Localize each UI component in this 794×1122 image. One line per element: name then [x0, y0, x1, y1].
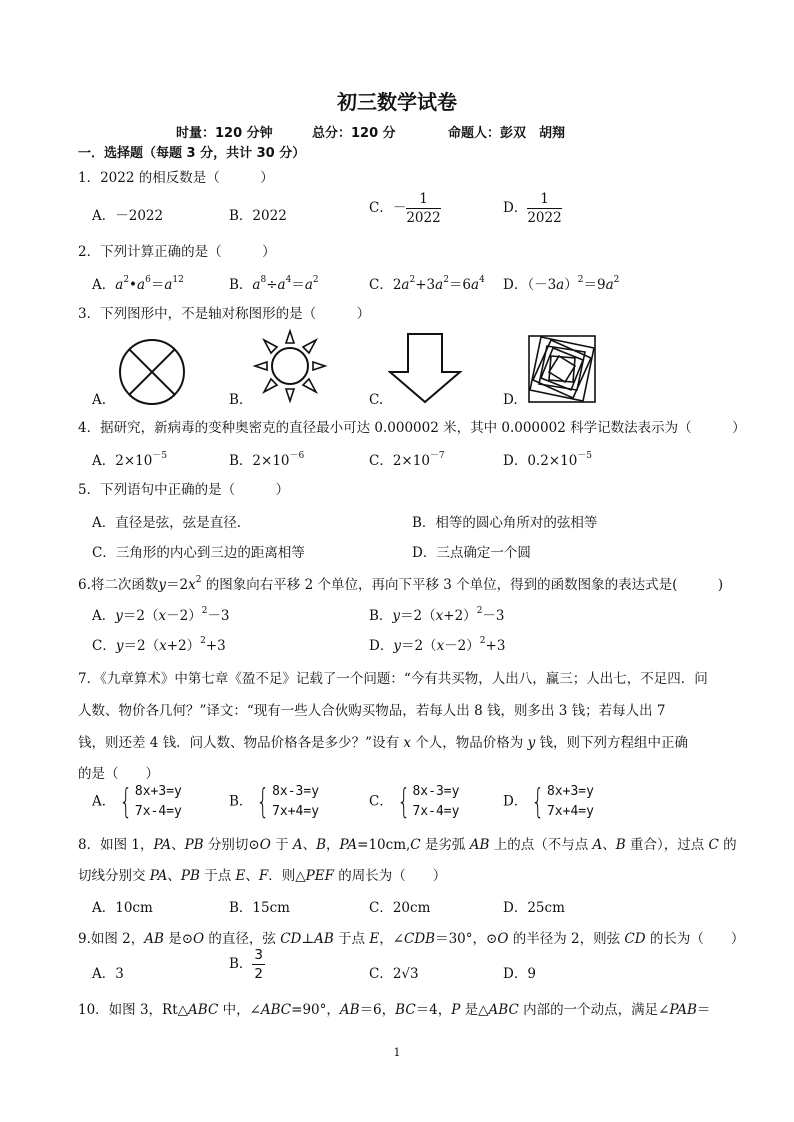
question-2-stem: 2．下列计算正确的是（ ）: [78, 244, 276, 260]
q3-option-a-label: A.: [92, 392, 107, 408]
nested-squares-figure: [527, 334, 597, 404]
exam-author: 命题人：彭双 胡翔: [448, 126, 566, 141]
q2-option-c: C．$2a^2+3a^2=6a^4$: [369, 275, 485, 293]
question-7-line-2: 人数、物价各几何？”译文：“现有一些人合伙购买物品，若每人出 8 钱，则多出 3 钱；若每人出 7: [78, 703, 666, 719]
brace-icon: {: [119, 782, 133, 822]
question-1-stem: 1．2022 的相反数是（ ）: [78, 170, 274, 186]
q2-option-b: B．$a^8\div a^4=a^2$: [229, 275, 319, 293]
q9-b-denominator: 2: [254, 966, 264, 983]
question-6-stem: 6.将二次函数$y=2x^2$ 的图象向右平移 2 个单位，再向下平移 3 个单位，得到的函数图象的表达式是( ): [78, 575, 724, 593]
q1-c-denominator: 2022: [406, 210, 441, 227]
q8-option-d: D．25cm: [503, 900, 565, 916]
q1-c-numerator: 1: [406, 192, 440, 209]
page-title: 初三数学试卷: [337, 90, 457, 114]
q7-option-b-label: B．: [229, 793, 253, 810]
q4-option-b: B．$2\times 10^{-6}$: [229, 451, 305, 469]
q4-option-a: A．$2\times 10^{-5}$: [92, 451, 168, 469]
q4-option-c: C．$2\times 10^{-7}$: [369, 451, 445, 469]
question-4-stem: 4．据研究，新病毒的变种奥密克的直径最小可达 0.000002 米，其中 0.000002 科学记数法表示为（ ）: [78, 420, 746, 436]
q1-option-d: [503, 192, 562, 225]
q7-option-c: [369, 782, 459, 822]
q7-a-eq1: 8x+3=y: [134, 784, 182, 799]
q1-option-c: [369, 192, 441, 225]
q3-option-b-label: B.: [229, 392, 244, 408]
q3-option-c-label: C.: [369, 392, 384, 408]
q2-option-a: A．$a^2•a^6=a^{12}$: [92, 275, 184, 293]
question-5-stem: 5．下列语句中正确的是（ ）: [78, 482, 290, 498]
q7-option-b: [229, 782, 319, 822]
q3-option-d-label: D.: [503, 392, 518, 408]
brace-icon: {: [256, 782, 270, 822]
question-7-line-1: 7．《九章算术》中第七章《盈不足》记载了一个问题：“今有共买物，人出八，赢三；人出七，不足四．问: [78, 671, 708, 687]
q5-option-a: A．直径是弦，弦是直径.: [92, 515, 242, 531]
question-3-stem: 3．下列图形中，不是轴对称图形的是（ ）: [78, 306, 371, 322]
q7-b-eq2: 7x+4=y: [272, 804, 320, 819]
q1-option-b: B．2022: [229, 208, 287, 224]
q7-b-eq1: 8x-3=y: [272, 784, 320, 799]
q1-option-d-prefix: D．: [503, 200, 528, 217]
q9-option-a: A．3: [92, 966, 124, 982]
q5-option-b: B．相等的圆心角所对的弦相等: [412, 515, 598, 531]
q6-option-c: C．$y=2(x+2)^2+3$: [92, 636, 226, 654]
q8-option-a: A．10cm: [92, 900, 153, 916]
circle-cross-figure: [116, 336, 188, 408]
q9-option-d: D．9: [503, 966, 536, 982]
q7-line3-part-c: 钱，则下列方程组中正确: [539, 735, 689, 751]
q7-option-d: [503, 782, 594, 822]
brace-icon: {: [397, 782, 411, 822]
question-9-stem: 9.如图 2，AB 是⊙O 的直径，弦 CD⊥AB 于点 E，∠CDB＝30°，⊙O 的半径为 2，则弦 CD 的长为（ ）: [78, 931, 745, 947]
q4-option-d: D．$0.2\times 10^{-5}$: [503, 451, 593, 469]
q5-option-c: C．三角形的内心到三边的距离相等: [92, 545, 305, 561]
section-heading: 一．选择题（每题 3 分，共计 30 分）: [78, 146, 306, 161]
q1-option-c-prefix: C．－: [369, 200, 407, 217]
q7-d-eq1: 8x+3=y: [546, 784, 594, 799]
q6-option-b: B．$y=2(x+2)^2-3$: [369, 606, 505, 624]
down-arrow-figure: [388, 332, 464, 404]
q7-option-d-label: D．: [503, 793, 528, 810]
question-8-line-1: 8．如图 1，PA、PB 分别切⊙O 于 A、B，PA=10cm,C 是劣弧 AB 上的点（不与点 A、B 重合），过点 C 的: [78, 837, 737, 853]
q8-option-b: B．15cm: [229, 900, 290, 916]
question-7-line-3: 钱，则还差 4 钱．问人数、物品价格各是多少？”设有 x 个人，物品价格为 y 钱，则下列方程组中正确: [78, 735, 689, 751]
exam-time: 时量：120 分钟: [176, 126, 273, 141]
q7-option-c-label: C．: [369, 793, 393, 810]
q1-option-a: A．－2022: [92, 208, 164, 224]
q6-option-a: A．$y=2(x-2)^2-3$: [92, 606, 230, 624]
q7-c-eq2: 7x-4=y: [412, 804, 460, 819]
q7-option-a: [92, 782, 182, 822]
q9-option-b-prefix: B．: [229, 956, 253, 973]
q9-option-b: [229, 948, 265, 981]
q8-option-c: C．20cm: [369, 900, 431, 916]
q7-d-eq2: 7x+4=y: [546, 804, 594, 819]
q2-option-d: D．$(-3a)^2=9a^2$: [503, 275, 620, 293]
q1-d-denominator: 2022: [527, 210, 562, 227]
page-number: 1: [393, 1046, 401, 1059]
question-8-line-2: 切线分别交 PA、PB 于点 E、F．则△PEF 的周长为（ ）: [78, 868, 447, 884]
q7-option-a-label: A．: [92, 793, 116, 810]
exam-total-score: 总分：120 分: [312, 126, 396, 141]
q7-c-eq1: 8x-3=y: [412, 784, 460, 799]
q7-line3-part-a: 钱，则还差 4 钱．问人数、物品价格各是多少？”设有: [78, 735, 400, 751]
q7-line3-part-b: 个人，物品价格为: [415, 735, 524, 751]
question-7-line-4: 的是（ ）: [78, 766, 159, 782]
q7-a-eq2: 7x-4=y: [134, 804, 182, 819]
q1-d-numerator: 1: [527, 192, 561, 209]
sun-figure: [250, 326, 330, 406]
q9-b-numerator: 3: [252, 948, 265, 965]
q9-option-c: C．2√3: [369, 966, 419, 982]
q6-option-d: D．$y=2(x-2)^2+3$: [369, 636, 506, 654]
q5-option-d: D．三点确定一个圆: [412, 545, 531, 561]
question-10-stem: 10．如图 3，Rt△ABC 中，∠ABC=90°，AB＝6，BC＝4，P 是△ABC 内部的一个动点，满足∠PAB＝: [78, 1002, 711, 1018]
brace-icon: {: [531, 782, 545, 822]
